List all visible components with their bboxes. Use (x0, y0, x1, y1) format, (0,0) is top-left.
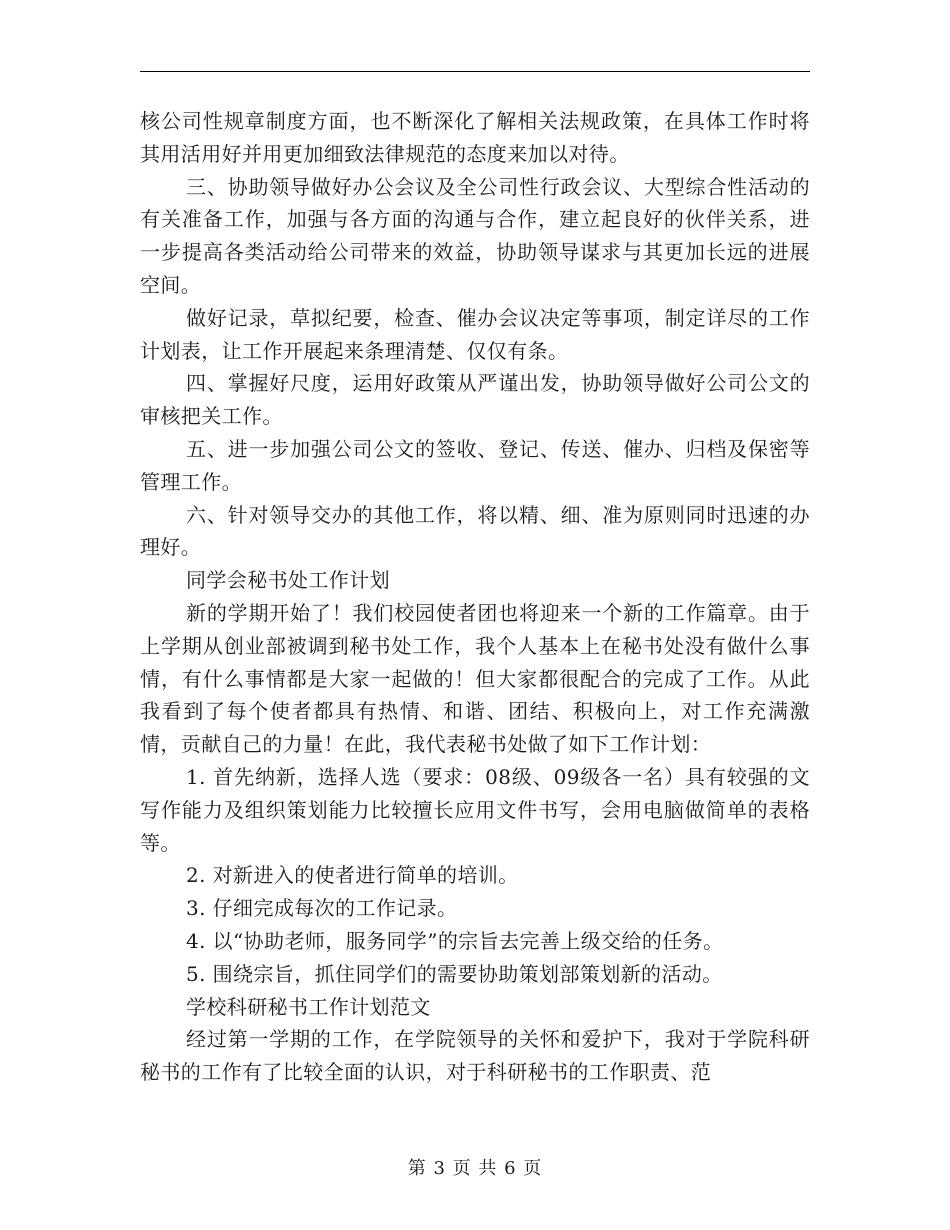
paragraph-item-5: 五、进一步加强公司公文的签收、登记、传送、催办、归档及保密等管理工作。 (140, 436, 810, 494)
paragraph-item-4: 四、掌握好尺度，运用好政策从严谨出发，协助领导做好公司公文的审核把关工作。 (140, 371, 810, 429)
paragraph-new-semester: 新的学期开始了！我们校园使者团也将迎来一个新的工作篇章。由于上学期从创业部被调到秘书处工作，我个人基本上在秘书处没有做什么事情，有什么事情都是大家一起做的！但大家都很配合的完成了工作。从此我看到了每个使者都具有热情、和谐、团结、积极向上，对工作充满激情，贡献自己的力量！在此，我代表秘书处做了如下工作计划： (140, 600, 810, 757)
footer-current-page: 3 (433, 1158, 446, 1179)
list-item-4: 4. 以“协助老师，服务同学”的宗旨去完善上级交给的任务。 (186, 928, 724, 953)
footer-middle: 页 共 (452, 1158, 498, 1179)
list-item-2: 2. 对新进入的使者进行简单的培训。 (186, 863, 519, 888)
list-item-5: 5. 围绕宗旨，抓住同学们的需要协助策划部策划新的活动。 (186, 961, 723, 986)
paragraph-first-semester: 经过第一学期的工作，在学院领导的关怀和爱护下，我对于学院科研秘书的工作有了比较全面的认识，对于科研秘书的工作职责、范 (140, 1027, 810, 1085)
page-footer (0, 1154, 950, 1180)
paragraph-records: 做好记录，草拟纪要，检查、催办会议决定等事项，制定详尽的工作计划表，让工作开展起来条理清楚、仅仅有条。 (140, 305, 810, 363)
section-heading-alumni-secretariat: 同学会秘书处工作计划 (186, 568, 390, 593)
paragraph-item-3: 三、协助领导做好办公会议及全公司性行政会议、大型综合性活动的有关准备工作，加强与各方面的沟通与合作，建立起良好的伙伴关系，进一步提高各类活动给公司带来的效益，协助领导谋求与其更加长远的进展空间。 (140, 174, 810, 297)
body-text (140, 105, 810, 1089)
footer-prefix: 第 (407, 1158, 427, 1179)
list-item-1: 1. 首先纳新，选择人选（要求：08级、09级各一名）具有较强的文写作能力及组织策划能力比较擅长应用文件书写，会用电脑做简单的表格等。 (140, 764, 810, 855)
footer-total-pages: 6 (504, 1158, 517, 1179)
list-item-3: 3. 仔细完成每次的工作记录。 (186, 896, 458, 921)
section-heading-research-secretary: 学校科研秘书工作计划范文 (186, 994, 431, 1019)
paragraph-continuation: 核公司性规章制度方面，也不断深化了解相关法规政策，在具体工作时将其用活用好并用更加细致法律规范的态度来加以对待。 (140, 109, 810, 166)
footer-suffix: 页 (523, 1158, 543, 1179)
paragraph-item-6: 六、针对领导交办的其他工作，将以精、细、准为原则同时迅速的办理好。 (140, 502, 810, 560)
header-rule (140, 71, 810, 72)
